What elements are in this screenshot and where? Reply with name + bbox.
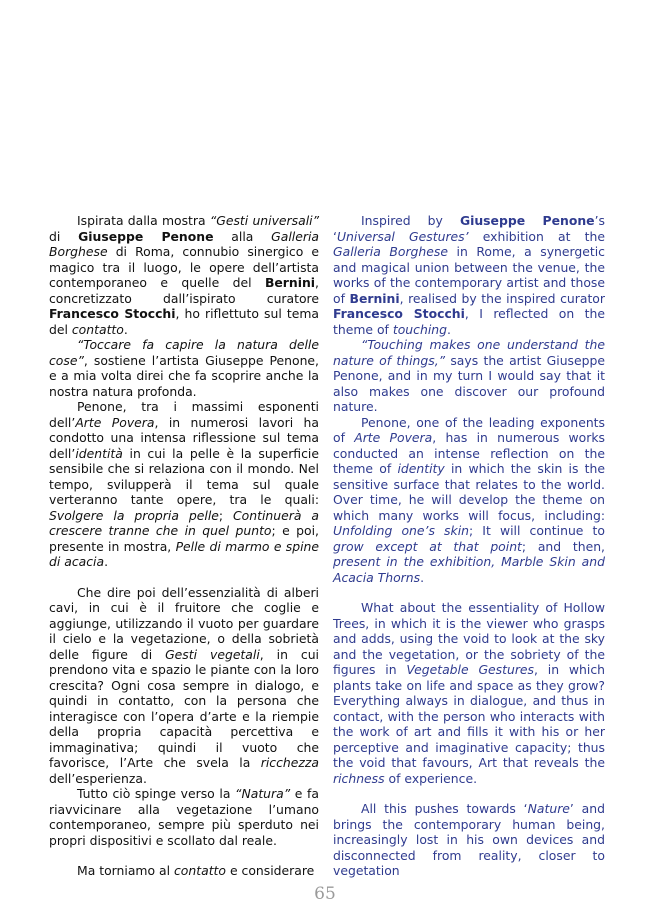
italian-paragraph-2: “Toccare fa capire la natura delle cose”, sostiene l’artista Giuseppe Penone, e a mia volta direi che fa scoprire anche la nostra natura profonda. bbox=[49, 337, 319, 399]
english-paragraph-2: “Touching makes one understand the nature of things,” says the artist Giuseppe Penone, and in my turn I would say that it also makes one discover our profound nature. bbox=[333, 337, 605, 414]
italian-column bbox=[49, 213, 319, 879]
italian-paragraph-5: Tutto ciò spinge verso la “Natura” e fa riavvicinare alla vegetazione l’umano contemporaneo, sempre più sperduto nei propri dispositivi e scollato dal reale. bbox=[49, 786, 319, 848]
english-column bbox=[333, 213, 605, 879]
italian-paragraph-6: Ma torniamo al contatto e considerare bbox=[77, 863, 315, 878]
italian-paragraph-4: Che dire poi dell’essenzialità di alberi cavi, in cui è il fruitore che coglie e aggiunge, utilizzando il vuoto per guardare il cielo e la vegetazione, o della sobrietà delle figure di Gesti vegetali, in cui prendono vita e spazio le piante con la loro crescita? Ogni cosa sempre in dialogo, e quindi in contatto, con la persona che interagisce con l’opera d’arte e la riempie della propria capacità percettiva e immaginativa; quindi il vuoto che favorisce, l’Arte che svela la ricchezza dell’esperienza. bbox=[49, 584, 319, 786]
english-paragraph-1: Inspired by Giuseppe Penone’s ‘Universal Gestures’ exhibition at the Galleria Borghese in Rome, a synergetic and magical union between the venue, the works of the contemporary artist and those of Bernini, realised by the inspired curator Francesco Stocchi, I reflected on the theme of touching. bbox=[333, 213, 605, 337]
english-paragraph-3: Penone, one of the leading exponents of Arte Povera, has in numerous works conducted an intense reflection on the theme of identity in which the skin is the sensitive surface that relates to the world. Over time, he will develop the theme on which many works will focus, including: Unfolding one’s skin; It will continue to grow except at that point; and then, present in the exhibition, Marble Skin and Acacia Thorns. bbox=[333, 414, 605, 585]
page-number: 65 bbox=[314, 884, 336, 904]
italian-paragraph-3: Penone, tra i massimi esponenti dell’Arte Povera, in numerosi lavori ha condotto una intensa riflessione sul tema dell’identità in cui la pelle è la superficie sensibile che si relaziona con il mondo. Nel tempo, svilupperà il tema sul quale verteranno tante opere, tra le quali: Svolgere la propria pelle; Continuerà a crescere tranne che in quel punto; e poi, presente in mostra, Pelle di marmo e spine di acacia. bbox=[49, 399, 320, 569]
english-paragraph-4: What about the essentiality of Hollow Trees, in which it is the viewer who grasps and adds, using the void to look at the sky and the vegetation, or the sobriety of the figures in Vegetable Gestures, in which plants take on life and space as they grow? Everything always in dialogue, and thus in contact, with the person who interacts with the work of art and fills it with his or her perceptive and imaginative capacity; thus the void that favours, Art that reveals the richness of experience. bbox=[333, 600, 605, 786]
english-paragraph-5: All this pushes towards ‘Nature’ and brings the contemporary human being, increasingly lost in his own devices and disconnected from reality, closer to vegetation bbox=[333, 801, 605, 878]
italian-paragraph-1: Ispirata dalla mostra “Gesti universali” di Giuseppe Penone alla Galleria Borghese di Roma, connubio sinergico e magico tra il luogo, le opere dell’artista contemporaneo e quelle del Bernini, concretizzato dall’ispirato curatore Francesco Stocchi, ho riflettuto sul tema del contatto. bbox=[49, 213, 320, 337]
